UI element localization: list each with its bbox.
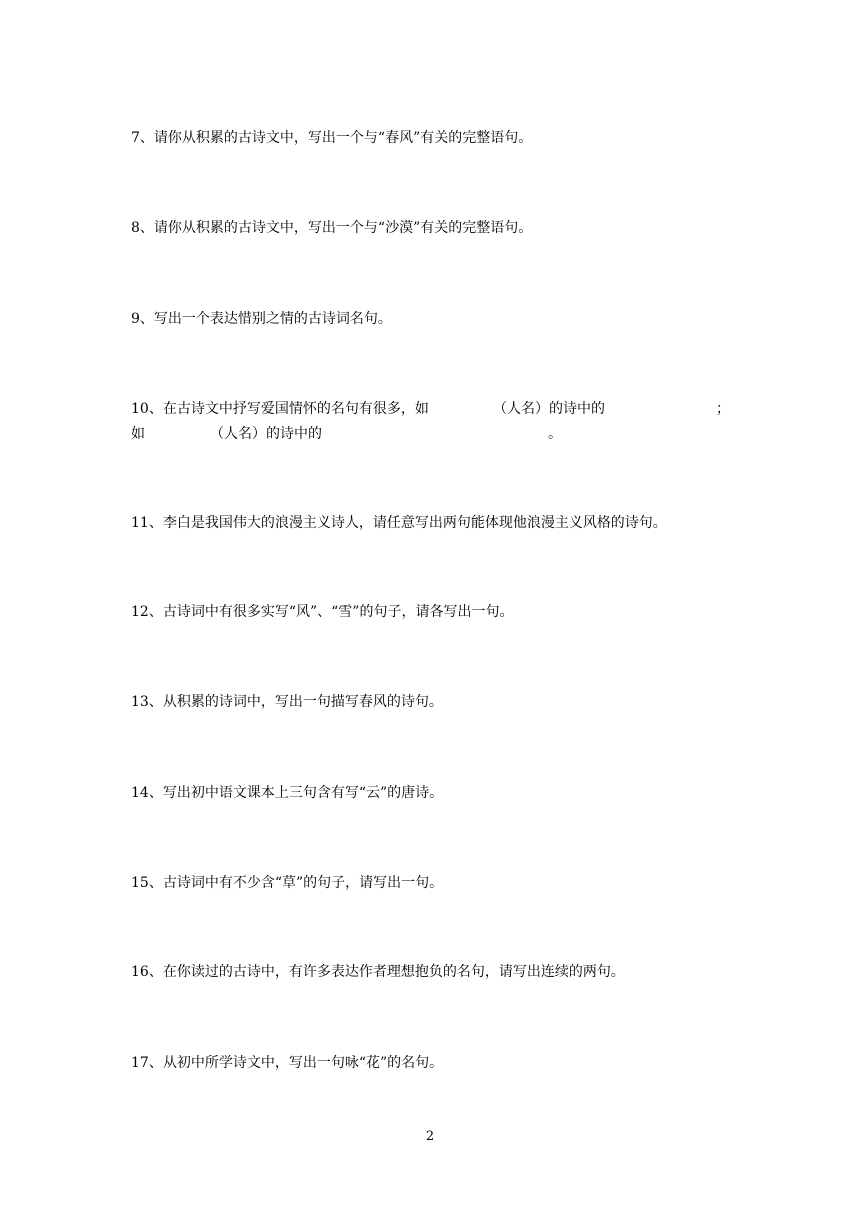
- question-9: 9、写出一个表达惜别之情的古诗词名句。: [131, 311, 392, 327]
- question-10-line1-start: 10、在古诗文中抒写爱国情怀的名句有很多，如: [131, 401, 429, 417]
- question-15: 15、古诗词中有不少含“草”的句子，请写出一句。: [131, 875, 444, 891]
- question-10-line2-author: （人名）的诗中的: [210, 426, 322, 442]
- question-16: 16、在你读过的古诗中，有许多表达作者理想抱负的名句，请写出连续的两句。: [131, 964, 625, 980]
- question-10-line2-start: 如: [131, 426, 145, 442]
- question-14: 14、写出初中语文课本上三句含有写“云”的唐诗。: [131, 785, 444, 801]
- question-13: 13、从积累的诗词中，写出一句描写春风的诗句。: [131, 694, 443, 710]
- question-10-line1-end: ；: [716, 401, 730, 417]
- question-11: 11、李白是我国伟大的浪漫主义诗人，请任意写出两句能体现他浪漫主义风格的诗句。: [131, 515, 667, 531]
- question-7: 7、请你从积累的古诗文中，写出一个与“春风”有关的完整语句。: [131, 130, 533, 146]
- question-10-line1-author: （人名）的诗中的: [493, 401, 605, 417]
- question-8: 8、请你从积累的古诗文中，写出一个与“沙漠”有关的完整语句。: [131, 220, 533, 236]
- page-number: 2: [425, 1129, 435, 1144]
- question-10-line2-end: 。: [548, 426, 562, 442]
- question-12: 12、古诗词中有很多实写“风”、“雪”的句子，请各写出一句。: [131, 604, 514, 620]
- question-17: 17、从初中所学诗文中，写出一句咏“花”的名句。: [131, 1055, 444, 1071]
